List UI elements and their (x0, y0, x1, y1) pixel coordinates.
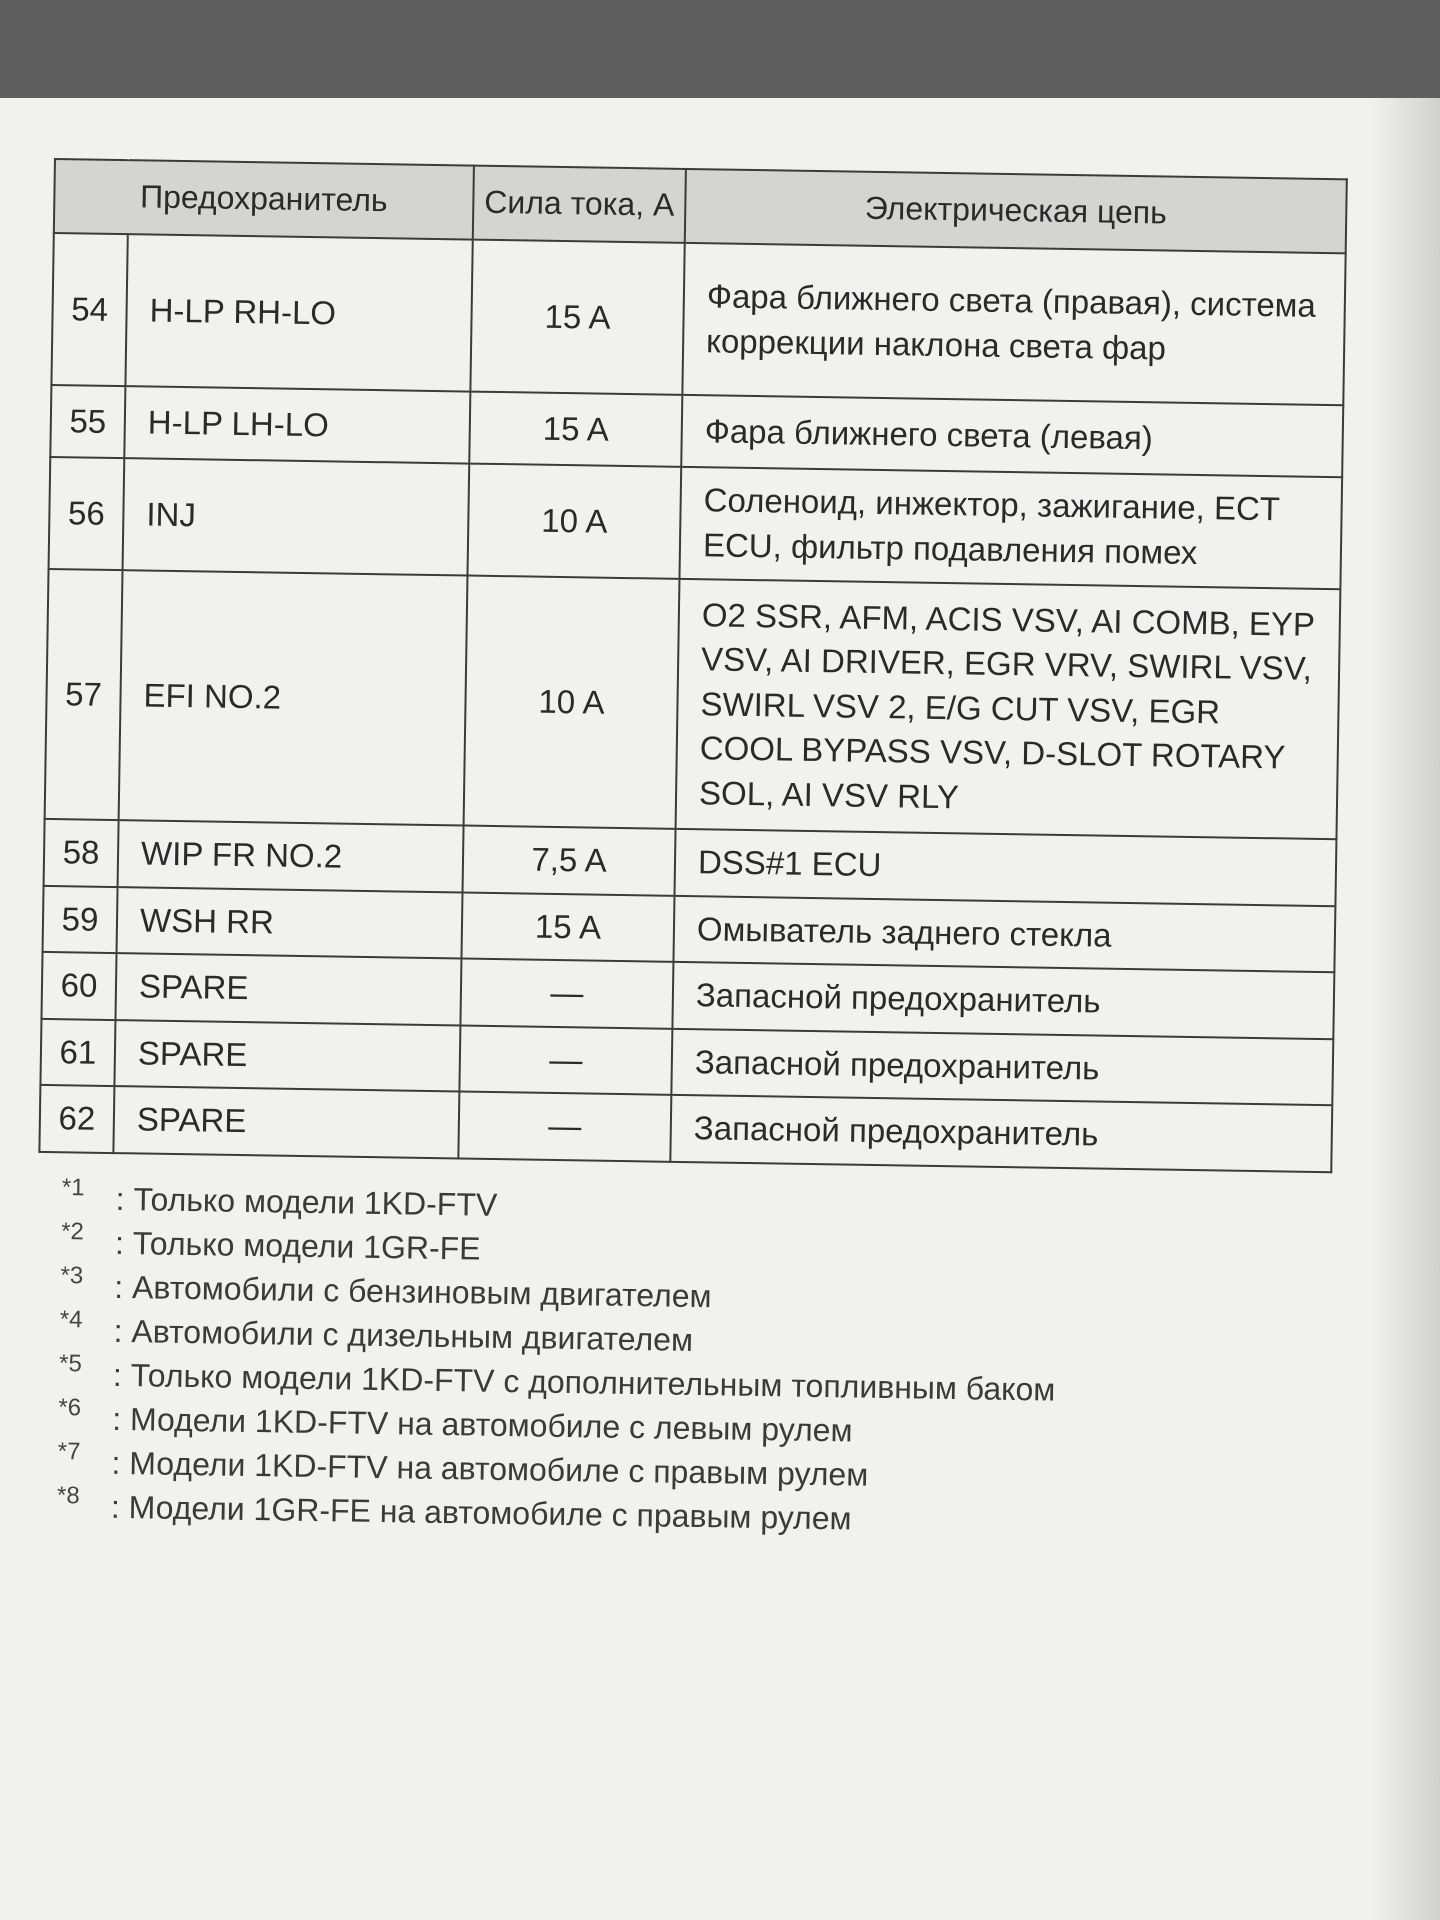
fuse-name: INJ (123, 458, 470, 575)
fuse-name: H-LP LH-LO (124, 386, 470, 463)
footnote-text: : Только модели 1GR-FE (114, 1224, 481, 1267)
footnote-mark: *1 (61, 1174, 85, 1202)
page-edge-shadow (1370, 98, 1440, 1920)
fuse-circuit: Запасной предохранитель (672, 962, 1334, 1039)
header-fuse: Предохранитель (54, 159, 474, 240)
fuse-amperage: — (459, 1025, 672, 1095)
fuse-circuit: Соленоид, инжектор, зажигание, ECT ECU, фильтр подавления помех (679, 467, 1342, 589)
footnote-text: : Автомобили с дизельным двигателем (113, 1312, 694, 1358)
fuse-name: SPARE (114, 1020, 460, 1092)
fuse-name: WSH RR (117, 887, 463, 959)
footnote-mark: *2 (60, 1217, 85, 1246)
fuse-number: 54 (51, 233, 127, 386)
table-row (49, 457, 1343, 589)
fuse-name: H-LP RH-LO (125, 234, 472, 391)
fuse-circuit: Омыватель заднего стекла (673, 895, 1335, 972)
fuse-circuit: Фара ближнего света (правая), система коррекции наклона света фар (682, 243, 1345, 405)
footnote-mark: *5 (58, 1349, 83, 1378)
footnote-mark: *7 (57, 1437, 81, 1466)
header-amperage: Сила тока, А (473, 166, 686, 243)
table-row (45, 569, 1341, 839)
footnote-text: : Модели 1GR-FE на автомобиле с правым рулем (110, 1488, 852, 1537)
footnote-text: : Автомобили с бензиновым двигателем (114, 1268, 712, 1315)
fuse-circuit: DSS#1 ECU (674, 829, 1336, 906)
fuse-amperage: 15 A (461, 892, 674, 962)
fuse-amperage: — (460, 959, 673, 1029)
fuse-name: EFI NO.2 (119, 570, 468, 825)
footnote-mark: *8 (56, 1481, 80, 1510)
fuse-circuit: Запасной предохранитель (671, 1028, 1333, 1105)
fuse-name: WIP FR NO.2 (118, 820, 464, 892)
footnote-text: : Модели 1KD-FTV на автомобиле с правым рулем (111, 1444, 869, 1493)
fuse-table (38, 158, 1347, 1173)
fuse-circuit: Фара ближнего света (левая) (681, 395, 1343, 477)
fuse-number: 58 (44, 819, 119, 887)
footnote-text: : Только модели 1KD-FTV (115, 1180, 498, 1223)
footnote-text: : Только модели 1KD-FTV с дополнительным топливным баком (112, 1356, 1056, 1408)
fuse-number: 59 (43, 885, 118, 953)
footnote-text: : Модели 1KD-FTV на автомобиле с левым рулем (111, 1400, 853, 1449)
footnote-mark: *3 (60, 1261, 84, 1290)
fuse-circuit: O2 SSR, AFM, ACIS VSV, AI COMB, EYP VSV, AI DRIVER, EGR VRV, SWIRL VSV, SWIRL VSV 2, E/G CUT VSV, EGR COOL BYPASS VSV, D-SLOT ROTARY SOL, AI VSV RLY (676, 579, 1341, 839)
fuse-number: 60 (41, 952, 116, 1020)
fuse-name: SPARE (115, 953, 461, 1025)
fuse-amperage: 10 A (467, 464, 681, 579)
fuse-number: 56 (49, 457, 125, 570)
fuse-number: 55 (50, 385, 125, 458)
footnote-mark: *4 (59, 1305, 83, 1334)
fuse-amperage: 10 A (464, 576, 680, 829)
footnote-mark: *6 (58, 1393, 82, 1422)
fuse-amperage: — (458, 1092, 671, 1162)
fuse-number: 61 (40, 1019, 115, 1087)
fuse-amperage: 7,5 A (463, 826, 676, 896)
table-row (51, 233, 1345, 405)
fuse-amperage: 15 A (470, 240, 684, 395)
footnotes (56, 1174, 1261, 1551)
fuse-amperage: 15 A (469, 392, 682, 467)
fuse-name: SPARE (113, 1086, 459, 1158)
header-circuit: Электрическая цепь (685, 169, 1347, 253)
fuse-circuit: Запасной предохранитель (670, 1095, 1332, 1172)
fuse-number: 57 (45, 569, 123, 820)
fuse-number: 62 (39, 1085, 114, 1153)
